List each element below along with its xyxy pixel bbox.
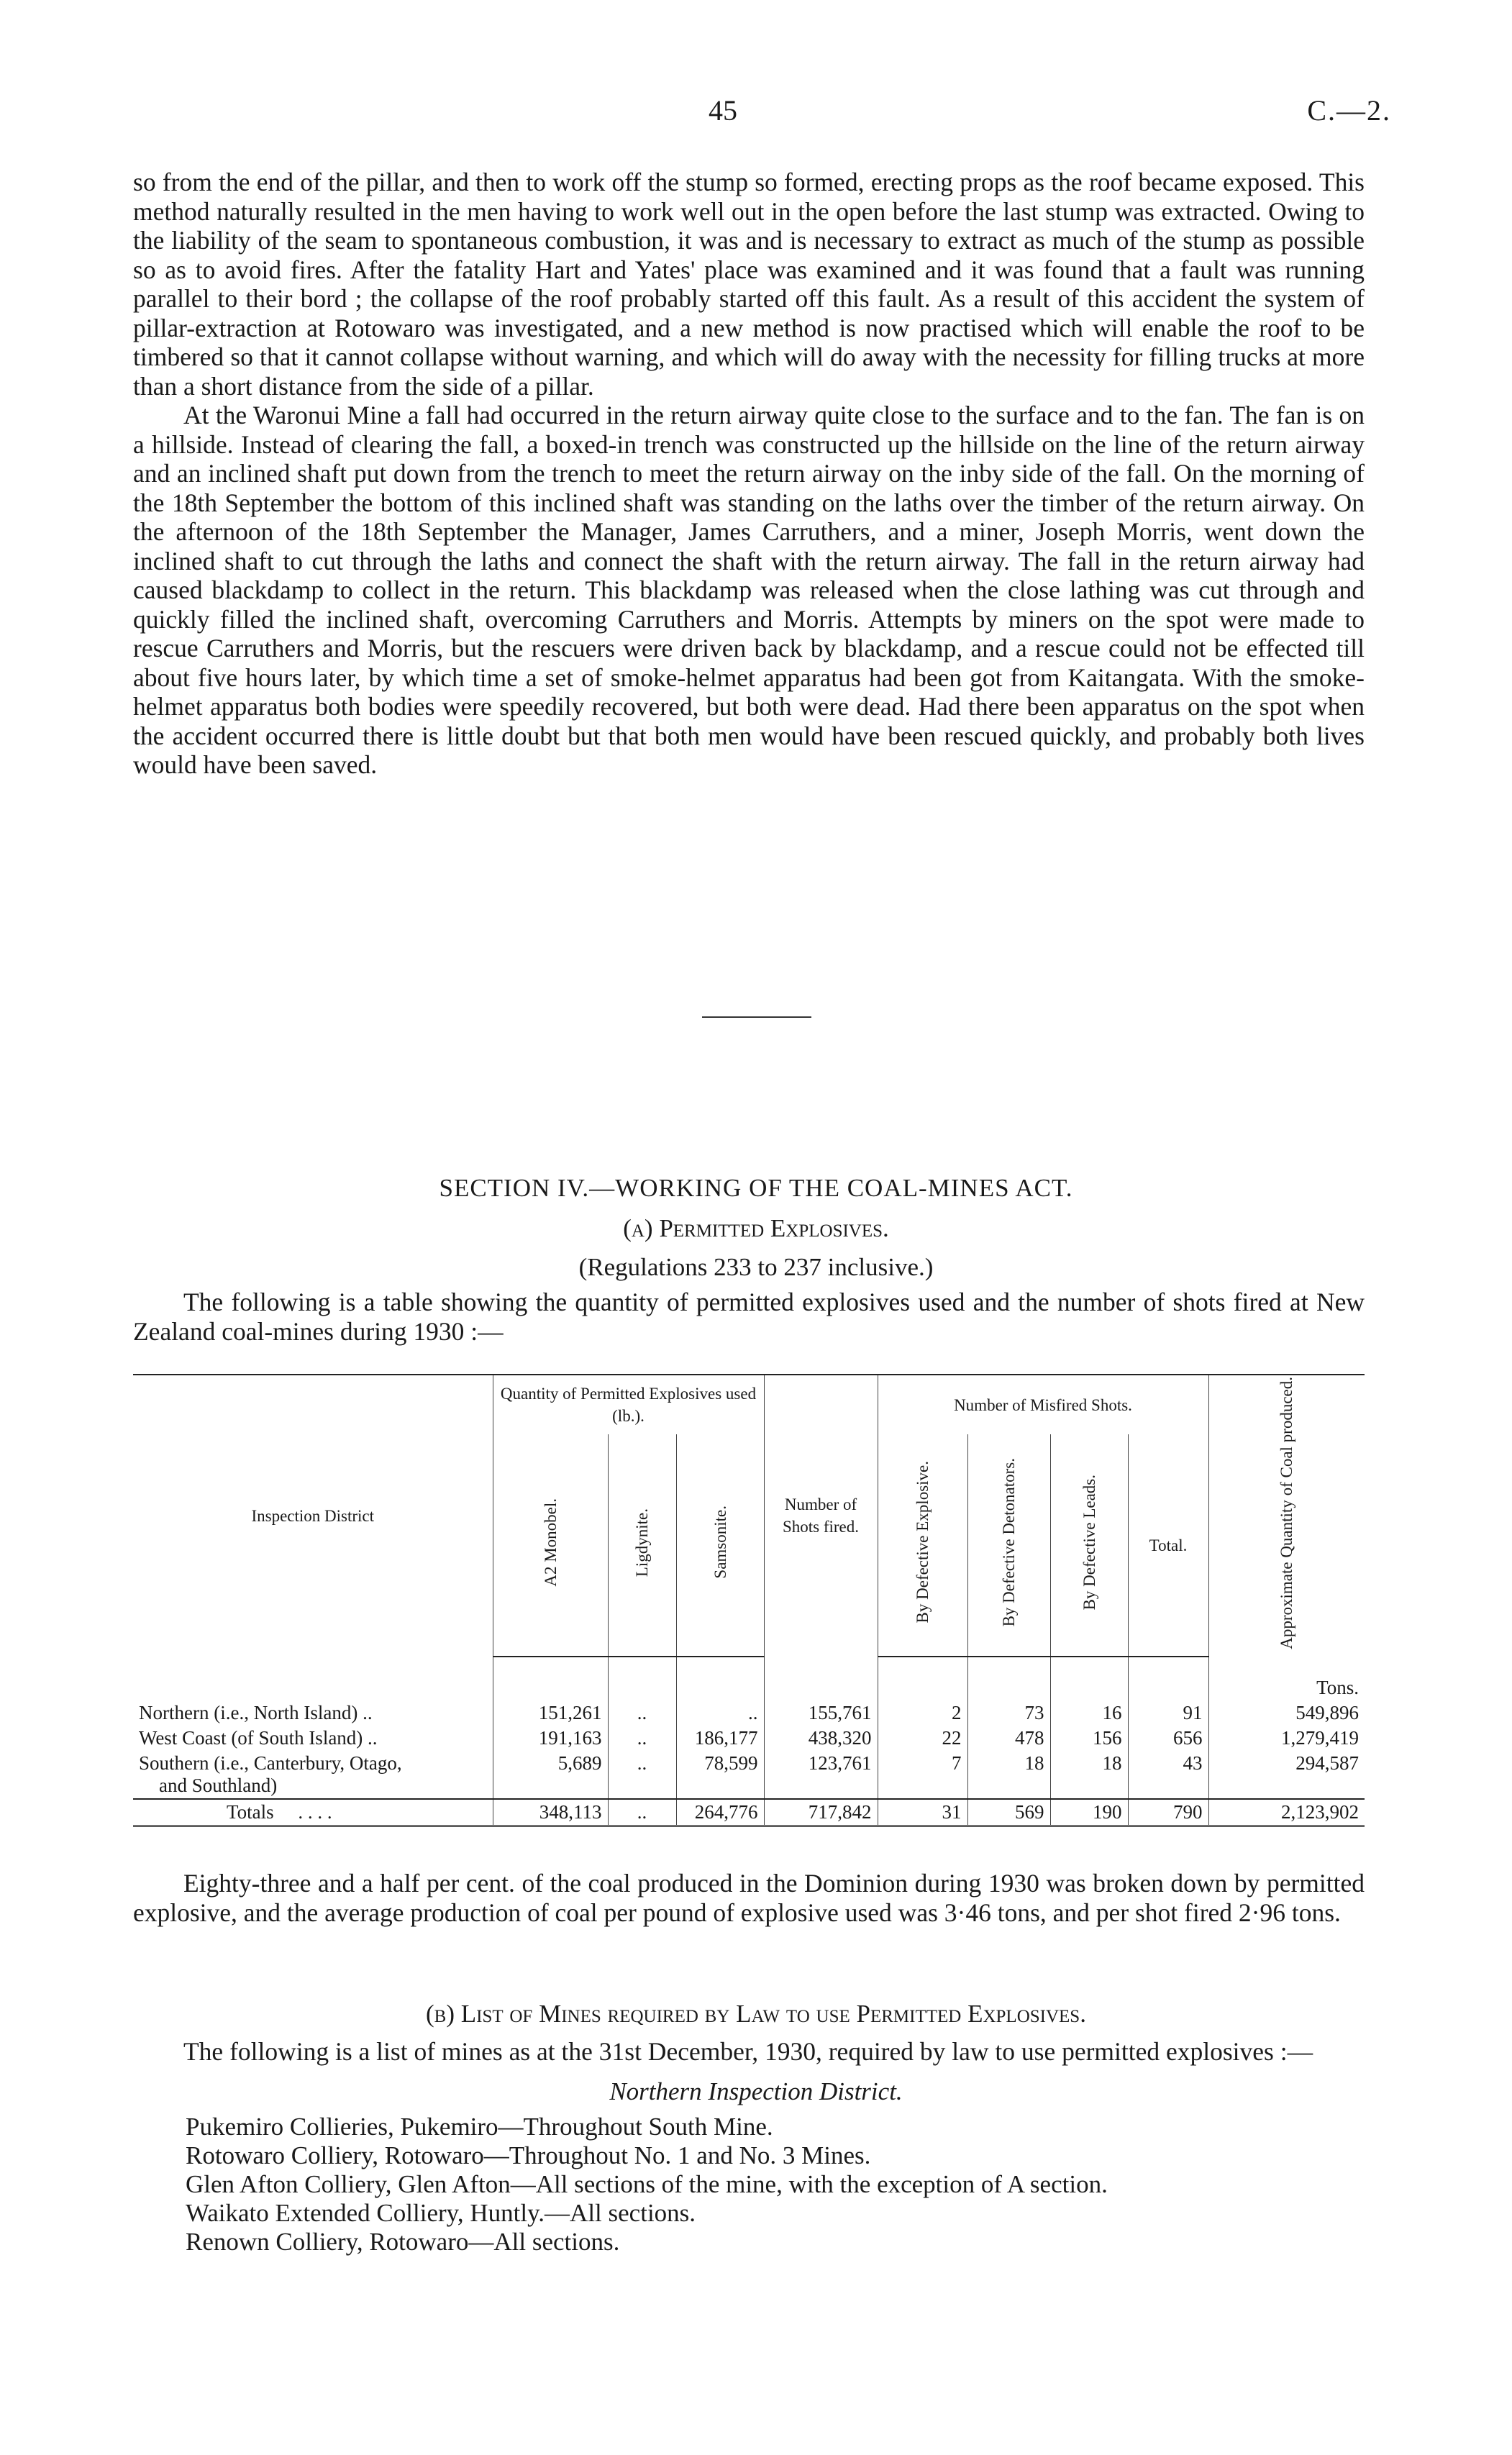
subheading-mines-list: (b) List of Mines required by Law to use Permitted Explosives. bbox=[426, 2000, 1086, 2028]
table-row: Southern (i.e., Canterbury, Otago, and Southland) 5,689 .. 78,599 123,761 7 18 18 43 294,587 bbox=[133, 1751, 1365, 1799]
units-row bbox=[133, 1657, 1365, 1700]
paragraph-pillar-extraction: so from the end of the pillar, and then to work off the stump so formed, erecting props as the roof became exposed. This method naturally resulted in the men having to work well out in the open before the last stump was extracted. Owing to the liability of the seam to spontaneous combustion, it was and is necessary to extract as much of the stump as possible so as to avoid fires. After the fatality Hart and Yates' place was examined and it was found that a fault was running parallel to their bord ; the collapse of the roof probably started off this fault. As a result of this accident the system of pillar-extraction at Rotowaro was investigated, and a new method is now practised which will enable the roof to be timbered so that it cannot collapse without warning, and which will do away with the necessity for filling trucks at more than a short distance from the side of a pillar. bbox=[133, 168, 1365, 401]
regulations-note: (Regulations 233 to 237 inclusive.) bbox=[578, 1253, 934, 1281]
subheading-permitted-explosives: (a) Permitted Explosives. bbox=[623, 1214, 889, 1242]
totals-row: Totals . . . . 348,113 .. 264,776 717,842 31 569 190 790 2,123,902 bbox=[133, 1799, 1365, 1826]
section-divider bbox=[702, 1016, 811, 1018]
list-item: Waikato Extended Colliery, Huntly.—All sections. bbox=[186, 2199, 696, 2227]
northern-district-heading: Northern Inspection District. bbox=[609, 2077, 903, 2105]
explosives-table bbox=[133, 1374, 1365, 1827]
paragraph-waronui-accident: At the Waronui Mine a fall had occurred in the return airway quite close to the surface and to the fan. The fan is on a hillside. Instead of clearing the fall, a boxed-in trench was constructed up the hillside on the line of the return airway and an inclined shaft put down from the trench to meet the return airway on the inby side of the fall. On the morning of the 18th September the bottom of this inclined shaft was standing on the laths over the timber of the return airway. On the afternoon of the 18th September the Manager, James Carruthers, and a miner, Joseph Morris, went down the inclined shaft to cut through the laths and connect the shaft with the return airway. The fall in the return airway had caused blackdamp to collect in the return. This blackdamp was released when the close lathing was cut through and quickly filled the inclined shaft, overcoming Carruthers and Morris. Attempts by miners on the spot were made to rescue Carruthers and Morris, but the rescuers were driven back by blackdamp, and a rescue could not be effected till about five hours later, by which time a set of smoke-helmet apparatus had been got from Kaitangata. With the smoke-helmet apparatus both bodies were speedily recovered, but both were dead. Had there been apparatus on the spot when the accident occurred there is little doubt but that both men would have been rescued quickly, and probably both lives would have been saved. bbox=[133, 401, 1365, 779]
header-quantity-group: Quantity of Permitted Explosives used (lb.). bbox=[493, 1375, 764, 1434]
table-row: Northern (i.e., North Island) .. 151,261 .. .. 155,761 2 73 16 91 549,896 bbox=[133, 1700, 1365, 1726]
header-by-explosive: By Defective Explosive. bbox=[878, 1434, 967, 1656]
mines-list-intro: The following is a list of mines as at the 31st December, 1930, required by law to use permitted explosives :— bbox=[183, 2037, 1313, 2066]
table-intro: The following is a table showing the quantity of permitted explosives used and the number of shots fired at New Zealand coal-mines during 1930 :— bbox=[133, 1288, 1365, 1346]
header-by-detonators: By Defective Detonators. bbox=[967, 1434, 1050, 1656]
table-row: West Coast (of South Island) .. 191,163 .. 186,177 438,320 22 478 156 656 1,279,419 bbox=[133, 1726, 1365, 1751]
header-shots-fired: Number of Shots fired. bbox=[764, 1375, 878, 1657]
list-item: Pukemiro Collieries, Pukemiro—Throughout South Mine. bbox=[186, 2113, 773, 2141]
coal-summary-paragraph: Eighty-three and a half per cent. of the coal produced in the Dominion during 1930 was broken down by permitted explosive, and the average production of coal per pound of explosive used was 3·46 tons, and per shot fired 2·96 tons. bbox=[133, 1869, 1365, 1927]
header-misfired-group: Number of Misfired Shots. bbox=[878, 1375, 1208, 1434]
list-item: Rotowaro Colliery, Rotowaro—Throughout No. 1 and No. 3 Mines. bbox=[186, 2141, 871, 2169]
document-code: C.—2. bbox=[1307, 94, 1391, 127]
mines-list bbox=[186, 2113, 1108, 2256]
intro-text bbox=[133, 168, 1365, 780]
list-item: Glen Afton Colliery, Glen Afton—All sections of the mine, with the exception of A section. bbox=[186, 2170, 1108, 2198]
header-by-leads: By Defective Leads. bbox=[1050, 1434, 1128, 1656]
header-samsonite: Samsonite. bbox=[676, 1434, 764, 1656]
units-label: Tons. bbox=[1208, 1657, 1365, 1700]
page-header bbox=[0, 94, 1512, 129]
list-item: Renown Colliery, Rotowaro—All sections. bbox=[186, 2228, 620, 2256]
header-district: Inspection District bbox=[133, 1375, 493, 1657]
header-ligdynite: Ligdynite. bbox=[608, 1434, 676, 1656]
header-a2-monobel: A2 Monobel. bbox=[493, 1434, 608, 1656]
header-total: Total. bbox=[1128, 1434, 1208, 1656]
section-title: SECTION IV.—WORKING OF THE COAL-MINES ACT. bbox=[439, 1174, 1073, 1202]
page-number: 45 bbox=[709, 94, 737, 127]
header-coal-produced: Approximate Quantity of Coal produced. bbox=[1208, 1375, 1365, 1657]
